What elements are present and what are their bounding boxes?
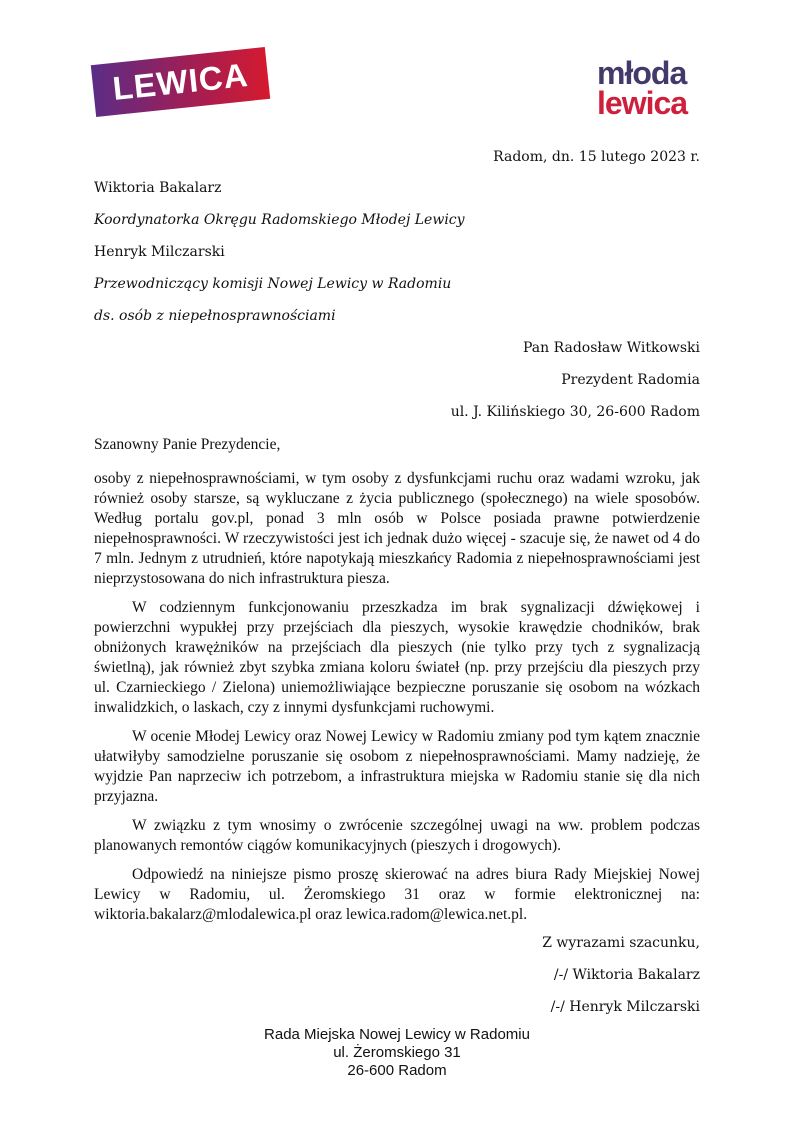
sender-block	[94, 179, 700, 326]
mloda-lewica-logo-line2: lewica	[597, 85, 688, 122]
paragraph-3: W ocenie Młodej Lewicy oraz Nowej Lewicy w Radomiu zmiany pod tym kątem znacznie ułatwiłyby samodzielne poruszanie się osobom z niepełnosprawnościami. Mamy nadzieję, że wyjdzie Pan naprzeciw ich potrzebom, a infrastruktura miejska w Radomiu stanie się dla nich przyjazna.	[94, 728, 700, 805]
paragraph-4: W związku z tym wnosimy o zwrócenie szczególnej uwagi na ww. problem podczas planowanych remontów ciągów komunikacyjnych (pieszych i drogowych).	[94, 817, 700, 854]
mloda-lewica-logo-line1: młoda	[597, 55, 687, 91]
lewica-logo	[91, 47, 270, 117]
sender-name-1: Wiktoria Bakalarz	[94, 180, 222, 196]
signature-1: /-/ Wiktoria Bakalarz	[553, 967, 700, 983]
closing-phrase: Z wyrazami szacunku,	[542, 935, 700, 951]
closing-block	[94, 934, 700, 1017]
sender-role-2-cont: ds. osób z niepełnosprawnościami	[94, 308, 336, 324]
sender-role-2: Przewodniczący komisji Nowej Lewicy w Radomiu	[94, 276, 452, 292]
paragraph-2: W codziennym funkcjonowaniu przeszkadza im brak sygnalizacji dźwiękowej i powierzchni wypukłej przy przejściach dla pieszych, wysokie krawędzie chodników, brak obniżonych krawężników na przejściach dla pieszych (nie tylko przy tych z sygnalizacją świetlną), jak również zbyt szybka zmiana koloru świateł (np. przy przejściu dla pieszych przy ul. Czarnieckiego / Zielona) uniemożliwiające bezpieczne poruszanie się osobom na wózkach inwalidzkich, o laskach, czy z innymi dysfunkcjami ruchowymi.	[94, 599, 700, 716]
recipient-title: Prezydent Radomia	[561, 372, 700, 388]
footer	[0, 1026, 794, 1080]
recipient-name: Pan Radosław Witkowski	[523, 340, 700, 356]
salutation: Szanowny Panie Prezydencie,	[94, 436, 281, 453]
footer-org: Rada Miejska Nowej Lewicy w Radomiu	[264, 1026, 530, 1043]
letter-content	[94, 148, 700, 1030]
recipient-block	[94, 339, 700, 422]
mloda-lewica-logo	[597, 55, 688, 122]
sender-role-1: Koordynatorka Okręgu Radomskiego Młodej Lewicy	[94, 212, 465, 228]
lewica-logo-text: LEWICA	[110, 55, 251, 108]
sender-name-2: Henryk Milczarski	[94, 244, 225, 260]
paragraph-1: osoby z niepełnosprawnościami, w tym osoby z dysfunkcjami ruchu oraz wadami wzroku, jak również osoby starsze, są wykluczane z życia publicznego (społecznego) na wiele sposobów. Według portalu gov.pl, ponad 3 mln osób w Polsce posiada prawne potwierdzenie niepełnosprawności. W rzeczywistości jest ich jednak dużo więcej - szacuje się, że nawet od 4 do 7 mln. Jednym z utrudnień, które napotykają mieszkańcy Radomia z niepełnosprawnościami jest nieprzystosowana do nich infrastruktura piesza.	[94, 470, 700, 587]
footer-street: ul. Żeromskiego 31	[333, 1044, 461, 1061]
paragraph-5: Odpowiedź na niniejsze pismo proszę skierować na adres biura Rady Miejskiej Nowej Lewicy w Radomiu, ul. Żeromskiego 31 oraz w formie elektronicznej na: wiktoria.bakalarz@mlodalewica.pl oraz lewica.radom@lewica.net.pl.	[94, 866, 700, 923]
date-line: Radom, dn. 15 lutego 2023 r.	[493, 149, 700, 165]
footer-city: 26-600 Radom	[347, 1062, 447, 1079]
recipient-address: ul. J. Kilińskiego 30, 26-600 Radom	[450, 404, 700, 420]
body-block	[94, 435, 700, 925]
signature-2: /-/ Henryk Milczarski	[550, 999, 700, 1015]
